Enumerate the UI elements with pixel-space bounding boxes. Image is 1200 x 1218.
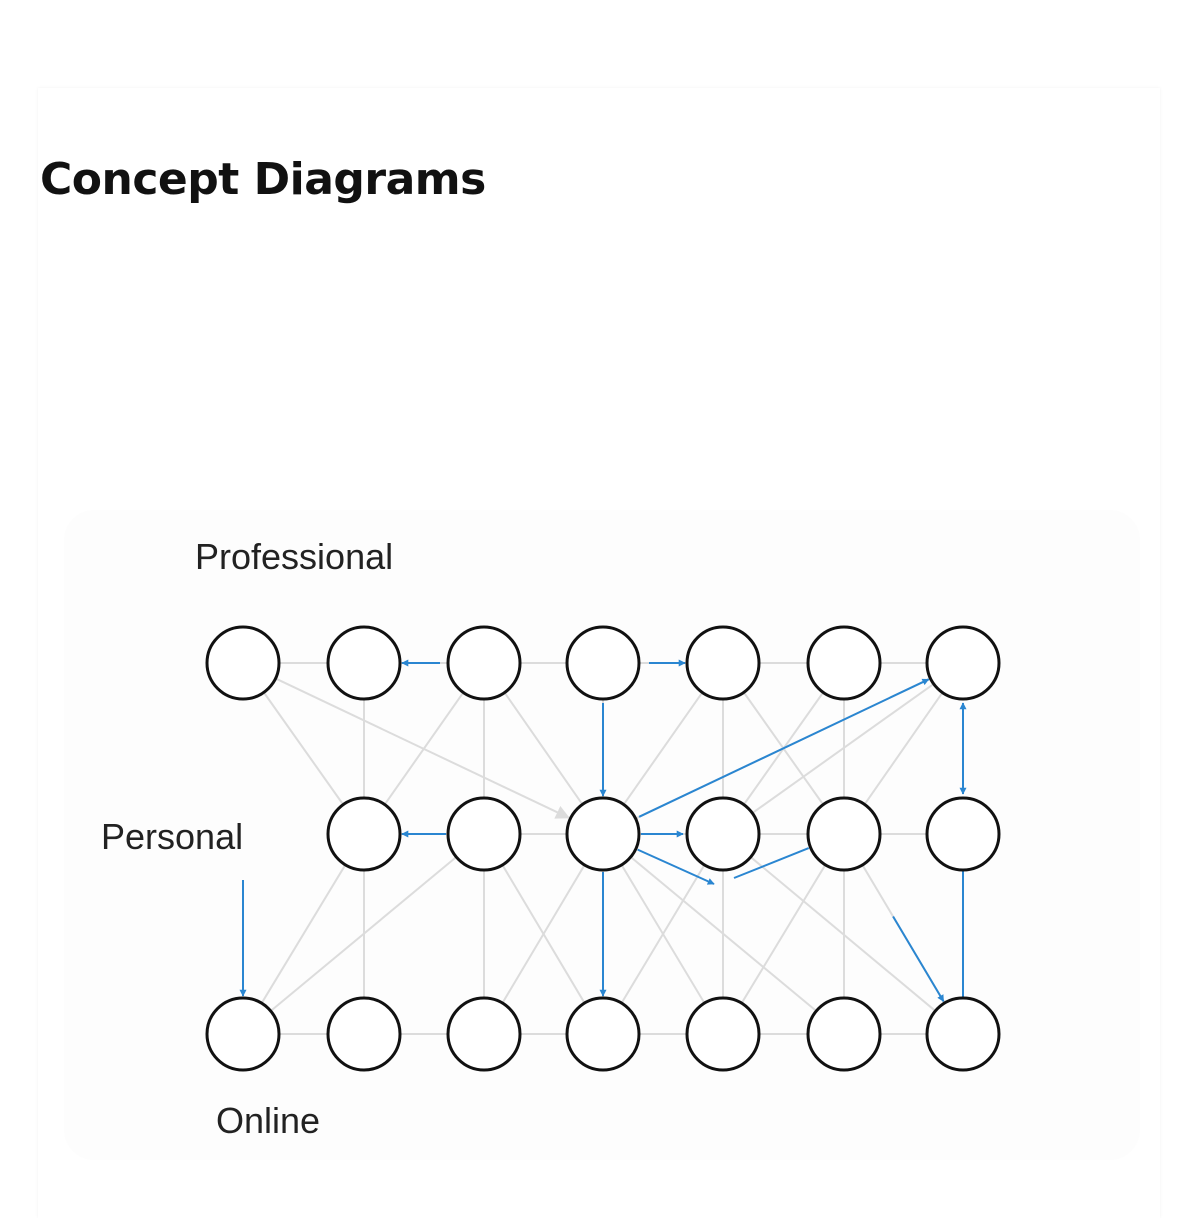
- node-m2: [328, 798, 400, 870]
- node-m5: [687, 798, 759, 870]
- node-o6: [808, 998, 880, 1070]
- node-o3: [448, 998, 520, 1070]
- grey-edge: [865, 693, 943, 805]
- node-p3: [448, 627, 520, 699]
- page-title: Concept Diagrams: [40, 154, 486, 205]
- blue-arrow-edge: [893, 917, 943, 1002]
- nodes: [207, 627, 999, 1070]
- row-label-online: Online: [216, 1100, 321, 1141]
- node-p2: [328, 627, 400, 699]
- grey-edge: [505, 693, 583, 805]
- node-o5: [687, 998, 759, 1070]
- grey-edge: [264, 692, 343, 804]
- grey-edge: [262, 865, 346, 1003]
- grey-edge: [624, 692, 703, 804]
- node-m4: [567, 798, 639, 870]
- blue-arrow-edge: [639, 679, 929, 817]
- node-p4: [567, 627, 639, 699]
- node-m7: [927, 798, 999, 870]
- node-o1: [207, 998, 279, 1070]
- node-p7: [927, 627, 999, 699]
- node-o2: [328, 998, 400, 1070]
- node-o4: [567, 998, 639, 1070]
- node-p5: [687, 627, 759, 699]
- node-p6: [808, 627, 880, 699]
- grey-arrow-edge: [276, 678, 569, 817]
- row-label-professional: Professional: [195, 536, 394, 577]
- row-label-personal: Personal: [101, 816, 244, 857]
- node-m3: [448, 798, 520, 870]
- node-p1: [207, 627, 279, 699]
- node-m6: [808, 798, 880, 870]
- node-o7: [927, 998, 999, 1070]
